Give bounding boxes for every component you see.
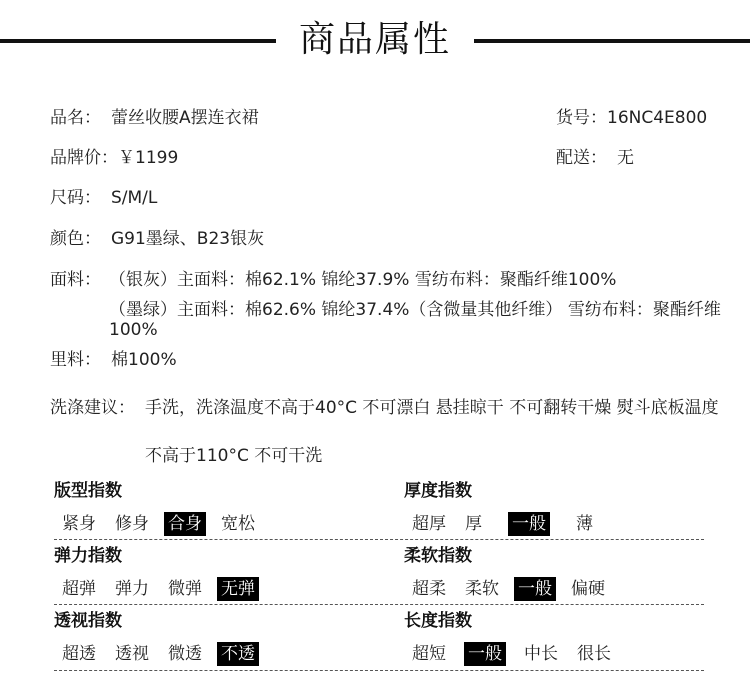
attr-name-label: 品名： [50, 108, 101, 128]
index-softness-option-selected: 一般 [514, 577, 556, 601]
attr-fabric-line-3: 100% [109, 320, 158, 340]
index-fit-title: 版型指数 [54, 481, 122, 501]
attr-color [50, 228, 264, 250]
attr-size [50, 187, 157, 209]
attr-fabric-line-1: （银灰）主面料：棉62.1% 锦纶37.9% 雪纺布料：聚酯纤维100% [109, 270, 617, 290]
index-elasticity-option: 超弹 [62, 579, 96, 599]
index-length-option: 中长 [524, 644, 558, 664]
attr-sku-label: 货号： [556, 108, 607, 128]
attr-lining [50, 349, 177, 371]
index-fit-option: 紧身 [62, 514, 96, 534]
attr-name [50, 107, 259, 129]
attr-wash-label: 洗涤建议： [50, 398, 135, 418]
divider-row-3 [54, 670, 704, 671]
attr-price-value: ￥1199 [118, 148, 179, 168]
divider-row-2 [54, 604, 704, 605]
attr-wash-line-1: 手洗，洗涤温度不高于40°C 不可漂白 悬挂晾干 不可翻转干燥 熨斗底板温度 [145, 398, 719, 418]
index-elasticity-option: 微弹 [168, 579, 202, 599]
index-length-option-selected: 一般 [464, 642, 506, 666]
header-divider-right [474, 39, 750, 43]
index-length-option: 很长 [577, 644, 611, 664]
index-transparency-option: 透视 [115, 644, 149, 664]
attr-delivery-value: 无 [617, 148, 634, 168]
attr-wash-line-2: 不高于110°C 不可干洗 [145, 446, 323, 466]
index-length-option: 超短 [412, 644, 446, 664]
attr-price-label: 品牌价： [50, 148, 118, 168]
index-fit-option: 宽松 [221, 514, 255, 534]
attr-fabric-line-2: （墨绿）主面料：棉62.6% 锦纶37.4%（含微量其他纤维） 雪纺布料：聚酯纤维 [109, 300, 721, 320]
divider-row-1 [54, 539, 704, 540]
attr-price [50, 147, 178, 169]
attr-size-value: S/M/L [111, 188, 158, 208]
index-elasticity-options [58, 577, 270, 603]
index-thickness-option-selected: 一般 [508, 512, 550, 536]
attr-color-label: 颜色： [50, 229, 101, 249]
index-softness-title: 柔软指数 [404, 546, 472, 566]
index-thickness-options [408, 512, 608, 538]
index-thickness-title: 厚度指数 [404, 481, 472, 501]
index-thickness-option: 薄 [576, 514, 593, 534]
index-transparency-option: 超透 [62, 644, 96, 664]
index-transparency-option-selected: 不透 [217, 642, 259, 666]
index-elasticity-option-selected: 无弹 [217, 577, 259, 601]
attr-name-value: 蕾丝收腰A摆连衣裙 [111, 108, 259, 128]
index-length-options [408, 642, 626, 668]
attr-size-label: 尺码： [50, 188, 101, 208]
attr-lining-label: 里料： [50, 350, 101, 370]
attr-color-value: G91墨绿、B23银灰 [111, 229, 265, 249]
index-fit-options [58, 512, 270, 538]
index-softness-option: 柔软 [465, 579, 499, 599]
page-title: 商品属性 [298, 19, 451, 60]
index-transparency-option: 微透 [168, 644, 202, 664]
index-softness-option: 偏硬 [571, 579, 605, 599]
index-fit-option: 修身 [115, 514, 149, 534]
index-thickness-option: 超厚 [412, 514, 446, 534]
index-thickness-option: 厚 [465, 514, 482, 534]
index-softness-option: 超柔 [412, 579, 446, 599]
index-transparency-options [58, 642, 270, 668]
index-elasticity-option: 弹力 [115, 579, 149, 599]
attr-delivery [556, 147, 634, 169]
attr-fabric-label: 面料： [50, 270, 101, 290]
attr-sku [556, 107, 707, 129]
index-length-title: 长度指数 [404, 611, 472, 631]
attr-delivery-label: 配送： [556, 148, 607, 168]
attr-lining-value: 棉100% [111, 350, 177, 370]
index-elasticity-title: 弹力指数 [54, 546, 122, 566]
attr-sku-value: 16NC4E800 [607, 108, 708, 128]
header-divider-left [0, 39, 276, 43]
index-softness-options [408, 577, 620, 603]
index-transparency-title: 透视指数 [54, 611, 122, 631]
index-fit-option-selected: 合身 [164, 512, 206, 536]
